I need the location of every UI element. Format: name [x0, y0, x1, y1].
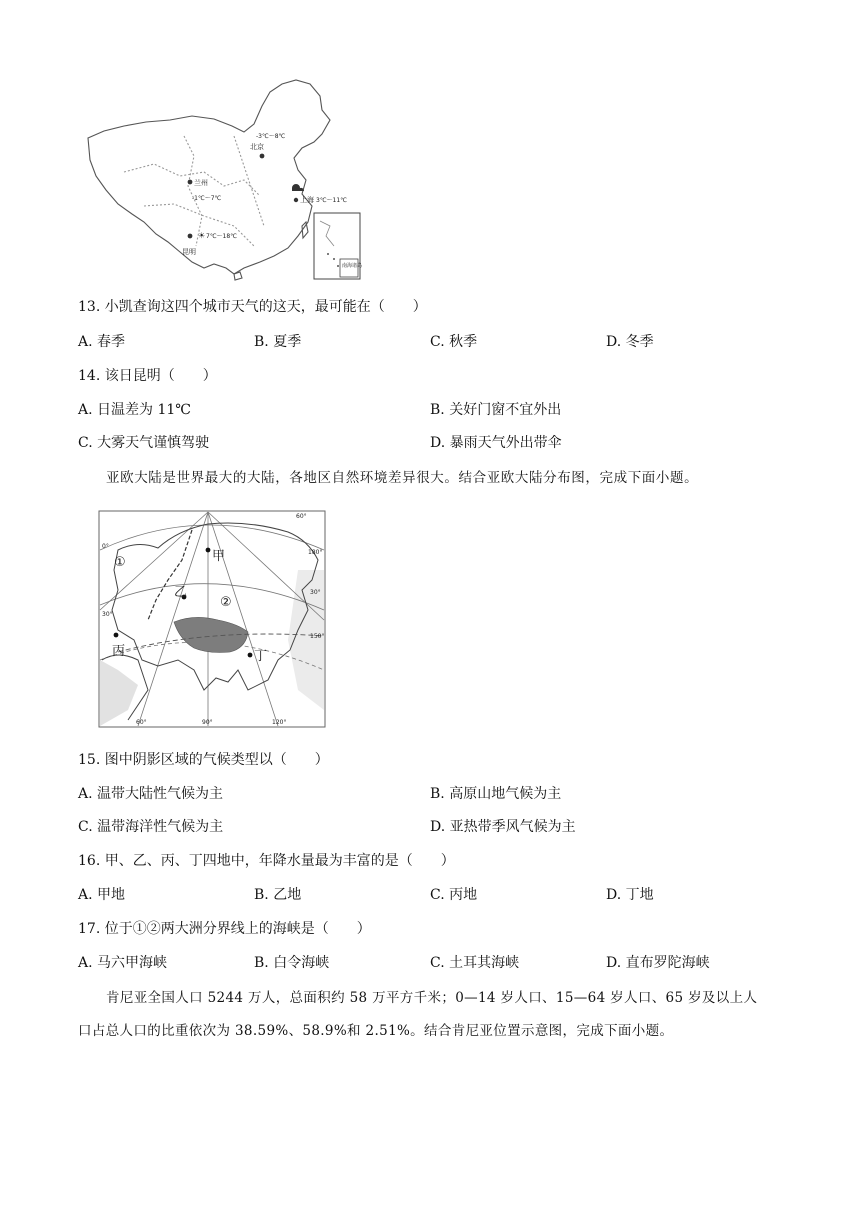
lon-60-label: 60° — [136, 719, 147, 726]
q14-option-a[interactable]: A. 日温差为 11℃ — [78, 402, 191, 418]
sun-icon: ☀ — [198, 231, 206, 240]
q17-option-a[interactable]: A. 马六甲海峡 — [78, 955, 168, 971]
svg-text:乙: 乙 — [174, 585, 188, 600]
lon-120-label: 120° — [272, 719, 287, 726]
q17-stem: 17. 位于①②两大洲分界线上的海峡是（ ） — [78, 921, 371, 937]
lat-60-label: 60° — [296, 513, 307, 520]
point-yi — [174, 585, 187, 600]
beijing-label: 北京 — [250, 143, 264, 151]
lanzhou-label: 兰州 — [194, 179, 208, 187]
q15-option-c[interactable]: C. 温带海洋性气候为主 — [78, 819, 224, 835]
q15-option-b[interactable]: B. 高原山地气候为主 — [430, 786, 562, 802]
hainan-island — [234, 272, 242, 280]
q15-option-a[interactable]: A. 温带大陆性气候为主 — [78, 786, 224, 802]
kunming-label: 昆明 — [182, 248, 196, 256]
china-outline — [88, 80, 330, 274]
lon-150-label: 150° — [310, 633, 325, 640]
svg-text:丁: 丁 — [254, 649, 268, 664]
q13-option-c[interactable]: C. 秋季 — [430, 334, 478, 350]
q17-option-c[interactable]: C. 土耳其海峡 — [430, 955, 520, 971]
continent-1-label: ① — [114, 555, 126, 570]
q16-option-d[interactable]: D. 丁地 — [606, 887, 654, 903]
q13-option-a[interactable]: A. 春季 — [78, 334, 126, 350]
q13-option-d[interactable]: D. 冬季 — [606, 334, 654, 350]
shanghai-label: 上海 — [300, 196, 314, 204]
rain-cloud-icon — [292, 184, 304, 191]
q15-stem: 15. 图中阴影区域的气候类型以（ ） — [78, 752, 329, 768]
eurasia-intro: 亚欧大陆是世界最大的大陆，各地区自然环境差异很大。结合亚欧大陆分布图，完成下面小题。 — [106, 470, 699, 486]
inset-label: 南海诸岛 — [342, 263, 363, 269]
lon-180-label: 180° — [308, 549, 323, 556]
beijing-temp: -3℃～8℃ — [256, 133, 286, 140]
lanzhou-marker — [188, 178, 222, 202]
q14-option-d[interactable]: D. 暴雨天气外出带伞 — [430, 435, 562, 451]
shanghai-marker — [292, 184, 347, 204]
shanghai-temp: 3℃～11℃ — [316, 197, 347, 204]
continent-2-label: ② — [220, 595, 232, 610]
kenya-intro-line-1: 肯尼亚全国人口 5244 万人，总面积约 58 万平方千米；0—14 岁人口、15—64 岁人口、65 岁及以上人 — [106, 990, 758, 1006]
q14-option-c[interactable]: C. 大雾天气谨慎驾驶 — [78, 435, 210, 451]
kunming-marker — [182, 231, 237, 256]
q15-option-d[interactable]: D. 亚热带季风气候为主 — [430, 819, 576, 835]
svg-text:30°: 30° — [102, 611, 113, 618]
q17-option-b[interactable]: B. 白令海峡 — [254, 955, 330, 971]
lanzhou-temp: -1℃～7℃ — [192, 195, 222, 202]
svg-text:丙: 丙 — [112, 644, 126, 659]
q16-stem: 16. 甲、乙、丙、丁四地中，年降水量最为丰富的是（ ） — [78, 853, 455, 869]
svg-text:甲: 甲 — [212, 549, 226, 564]
q16-option-c[interactable]: C. 丙地 — [430, 887, 478, 903]
lon-90-label: 90° — [202, 719, 213, 726]
beijing-marker — [250, 133, 286, 158]
q14-option-b[interactable]: B. 关好门窗不宜外出 — [430, 402, 562, 418]
lon-0-label: 0° — [102, 543, 109, 550]
q14-stem: 14. 该日昆明（ ） — [78, 368, 217, 384]
q17-option-d[interactable]: D. 直布罗陀海峡 — [606, 955, 710, 971]
kunming-temp: 7℃～18℃ — [206, 233, 237, 240]
q16-option-a[interactable]: A. 甲地 — [78, 887, 126, 903]
china-weather-map — [84, 76, 364, 282]
q13-stem: 13. 小凯查询这四个城市天气的这天，最可能在（ ） — [78, 299, 427, 315]
q13-option-b[interactable]: B. 夏季 — [254, 334, 302, 350]
kenya-intro-line-2: 口占总人口的比重依次为 38.59%、58.9%和 2.51%。结合肯尼亚位置示意图，完成下面小题。 — [78, 1023, 674, 1039]
eurasia-map — [98, 510, 326, 728]
south-china-sea-inset — [314, 213, 362, 279]
q16-option-b[interactable]: B. 乙地 — [254, 887, 302, 903]
lat-30-label: 30° — [310, 589, 321, 596]
